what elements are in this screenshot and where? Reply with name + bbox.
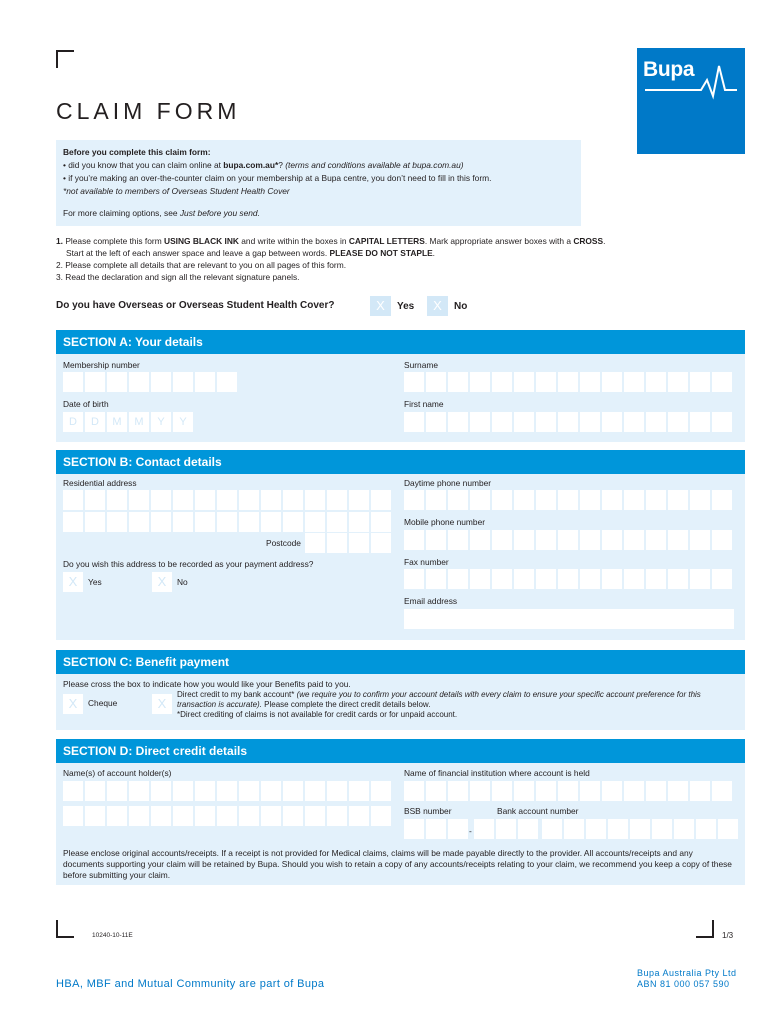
address-line-2[interactable] xyxy=(63,512,391,532)
bsb-dash: - xyxy=(469,826,472,836)
char-cell[interactable] xyxy=(602,781,622,801)
cheque-label: Cheque xyxy=(88,698,118,708)
email-field[interactable] xyxy=(404,609,734,629)
char-cell[interactable] xyxy=(514,412,534,432)
char-cell[interactable] xyxy=(195,781,215,801)
overseas-no-checkbox[interactable] xyxy=(427,296,448,316)
dob-field[interactable] xyxy=(63,412,193,432)
direct-credit-mark: X xyxy=(157,696,167,711)
firstname-label: First name xyxy=(404,399,444,409)
char-cell[interactable] xyxy=(630,819,650,839)
char-cell[interactable] xyxy=(536,490,556,510)
char-cell[interactable] xyxy=(371,781,391,801)
i1g: . xyxy=(603,236,606,246)
char-cell[interactable] xyxy=(496,819,516,839)
account-number-field[interactable] xyxy=(542,819,738,839)
payment-yes-mark: X xyxy=(68,574,78,589)
char-cell[interactable] xyxy=(448,569,468,589)
char-cell[interactable] xyxy=(602,530,622,550)
char-cell[interactable] xyxy=(107,512,127,532)
char-cell[interactable] xyxy=(85,781,105,801)
direct-credit-checkbox[interactable] xyxy=(152,694,172,714)
bupa-logo xyxy=(637,48,745,154)
direct-credit-text xyxy=(177,690,707,720)
char-cell[interactable] xyxy=(712,781,732,801)
char-cell[interactable] xyxy=(426,372,446,392)
account-label: Bank account number xyxy=(497,806,579,816)
char-cell[interactable] xyxy=(195,806,215,826)
i1d: CAPITAL LETTERS xyxy=(348,236,425,246)
char-cell[interactable] xyxy=(261,806,281,826)
char-cell[interactable] xyxy=(426,781,446,801)
char-cell[interactable] xyxy=(652,819,672,839)
char-cell[interactable] xyxy=(151,372,171,392)
char-cell[interactable] xyxy=(151,781,171,801)
char-cell[interactable] xyxy=(646,530,666,550)
section-d-body xyxy=(56,763,745,885)
char-cell[interactable] xyxy=(404,781,424,801)
char-cell[interactable] xyxy=(602,490,622,510)
char-cell[interactable] xyxy=(371,512,391,532)
bsb-field-2[interactable] xyxy=(474,819,538,839)
daytime-phone-field[interactable] xyxy=(404,490,732,510)
intro-bullet-1-italic: (terms and conditions available at bupa.com.au) xyxy=(285,160,464,170)
char-cell[interactable] xyxy=(536,412,556,432)
char-cell[interactable] xyxy=(470,530,490,550)
char-cell[interactable] xyxy=(327,533,347,553)
char-cell[interactable] xyxy=(470,569,490,589)
page-title: CLAIM FORM xyxy=(56,98,241,124)
instruction-2: 2. Please complete all details that are relevant to you on all pages of this form. xyxy=(56,260,347,270)
char-cell[interactable] xyxy=(448,372,468,392)
char-cell[interactable] xyxy=(239,781,259,801)
char-cell[interactable] xyxy=(349,781,369,801)
char-cell[interactable] xyxy=(492,490,512,510)
char-cell[interactable] xyxy=(63,372,83,392)
holders-line-2[interactable] xyxy=(63,806,391,826)
firstname-field[interactable] xyxy=(404,412,732,432)
char-cell[interactable] xyxy=(602,372,622,392)
cheque-checkbox[interactable] xyxy=(63,694,83,714)
char-cell[interactable] xyxy=(602,412,622,432)
char-cell[interactable] xyxy=(624,530,644,550)
char-cell[interactable] xyxy=(217,372,237,392)
mobile-label: Mobile phone number xyxy=(404,517,486,527)
intro-note xyxy=(63,185,574,198)
enclose-notice: Please enclose original accounts/receipts. If a receipt is not provided for Medical claims, claims will be made payable directly to the provider. All accounts/receipts and any documents supporting your claim will be retained by Bupa. Should you wish to retain a copy of any accounts/receipts relating to your claim, we recommend you keep a copy of these before submitting your claim. xyxy=(63,848,732,880)
char-cell[interactable] xyxy=(85,490,105,510)
char-cell[interactable] xyxy=(261,490,281,510)
char-cell[interactable] xyxy=(305,512,325,532)
char-cell[interactable] xyxy=(426,569,446,589)
char-cell[interactable] xyxy=(580,490,600,510)
char-cell[interactable] xyxy=(85,512,105,532)
char-cell[interactable] xyxy=(283,781,303,801)
char-cell[interactable] xyxy=(448,490,468,510)
char-cell[interactable] xyxy=(718,819,738,839)
char-cell[interactable] xyxy=(558,372,578,392)
char-cell[interactable] xyxy=(261,512,281,532)
dob-y1[interactable]: Y xyxy=(151,412,171,432)
char-cell[interactable] xyxy=(129,781,149,801)
surname-label: Surname xyxy=(404,360,438,370)
char-cell[interactable] xyxy=(426,819,446,839)
section-b-header: SECTION B: Contact details xyxy=(56,450,745,474)
char-cell[interactable] xyxy=(514,781,534,801)
char-cell[interactable] xyxy=(239,512,259,532)
membership-label: Membership number xyxy=(63,360,140,370)
char-cell[interactable] xyxy=(426,412,446,432)
intro-bullet-1-post: ? xyxy=(278,160,286,170)
char-cell[interactable] xyxy=(518,819,538,839)
char-cell[interactable] xyxy=(624,412,644,432)
i1a: Please complete this form xyxy=(65,236,165,246)
char-cell[interactable] xyxy=(624,490,644,510)
i1e: . Mark appropriate answer boxes with a xyxy=(424,236,574,246)
char-cell[interactable] xyxy=(349,533,369,553)
char-cell[interactable] xyxy=(371,490,391,510)
char-cell[interactable] xyxy=(668,490,688,510)
instructions xyxy=(56,235,746,283)
char-cell[interactable] xyxy=(129,806,149,826)
dob-label: Date of birth xyxy=(63,399,109,409)
char-cell[interactable] xyxy=(404,819,424,839)
mobile-phone-field[interactable] xyxy=(404,530,732,550)
surname-field[interactable] xyxy=(404,372,732,392)
holders-label: Name(s) of account holder(s) xyxy=(63,768,172,778)
dob-m2[interactable]: M xyxy=(129,412,149,432)
fax-label: Fax number xyxy=(404,557,449,567)
i1c: and write within the boxes in xyxy=(238,236,349,246)
char-cell[interactable] xyxy=(327,490,347,510)
char-cell[interactable] xyxy=(107,490,127,510)
char-cell[interactable] xyxy=(107,806,127,826)
char-cell[interactable] xyxy=(283,490,303,510)
cheque-mark: X xyxy=(68,696,78,711)
char-cell[interactable] xyxy=(602,569,622,589)
payment-no-label: No xyxy=(177,577,188,587)
char-cell[interactable] xyxy=(195,512,215,532)
char-cell[interactable] xyxy=(580,412,600,432)
char-cell[interactable] xyxy=(283,806,303,826)
intro-heading: Before you complete this claim form: xyxy=(63,147,211,157)
page-number: 1/3 xyxy=(722,931,734,940)
no-mark: X xyxy=(433,298,442,313)
section-c-body xyxy=(56,674,745,730)
char-cell[interactable] xyxy=(173,490,193,510)
bsb-field-1[interactable] xyxy=(404,819,468,839)
i1f: CROSS xyxy=(573,236,604,246)
char-cell[interactable] xyxy=(404,372,424,392)
char-cell[interactable] xyxy=(63,490,83,510)
char-cell[interactable] xyxy=(448,412,468,432)
char-cell[interactable] xyxy=(404,530,424,550)
payment-no-checkbox[interactable] xyxy=(152,572,172,592)
char-cell[interactable] xyxy=(404,569,424,589)
intro-bullet-2: • if you’re making an over-the-counter claim on your membership at a Bupa centre, you don’t need to fill in this form. xyxy=(63,173,492,183)
char-cell[interactable] xyxy=(668,781,688,801)
char-cell[interactable] xyxy=(690,530,710,550)
overseas-yes-checkbox[interactable] xyxy=(370,296,391,316)
char-cell[interactable] xyxy=(448,781,468,801)
intro-more-italic: Just before you send. xyxy=(179,208,260,218)
char-cell[interactable] xyxy=(327,781,347,801)
section-b-body xyxy=(56,474,745,640)
intro-bullet-1-text: did you know that you can claim online at xyxy=(68,160,224,170)
logo-text: Bupa xyxy=(643,58,695,81)
char-cell[interactable] xyxy=(151,806,171,826)
char-cell[interactable] xyxy=(558,781,578,801)
char-cell[interactable] xyxy=(536,530,556,550)
intro-note-text: *not available to members of Overseas Student Health Cover xyxy=(63,186,290,196)
char-cell[interactable] xyxy=(558,569,578,589)
char-cell[interactable] xyxy=(536,781,556,801)
dob-d1[interactable]: D xyxy=(63,412,83,432)
char-cell[interactable] xyxy=(239,490,259,510)
char-cell[interactable] xyxy=(371,806,391,826)
intro-panel xyxy=(56,140,581,226)
char-cell[interactable] xyxy=(646,372,666,392)
address-line-1[interactable] xyxy=(63,490,391,510)
char-cell[interactable] xyxy=(327,806,347,826)
char-cell[interactable] xyxy=(492,530,512,550)
dob-y2[interactable]: Y xyxy=(173,412,193,432)
char-cell[interactable] xyxy=(173,372,193,392)
char-cell[interactable] xyxy=(624,372,644,392)
char-cell[interactable] xyxy=(305,781,325,801)
overseas-no-label: No xyxy=(454,301,468,312)
char-cell[interactable] xyxy=(305,490,325,510)
char-cell[interactable] xyxy=(646,490,666,510)
postcode-label: Postcode xyxy=(266,538,301,548)
char-cell[interactable] xyxy=(558,490,578,510)
char-cell[interactable] xyxy=(195,372,215,392)
char-cell[interactable] xyxy=(85,806,105,826)
char-cell[interactable] xyxy=(668,530,688,550)
char-cell[interactable] xyxy=(349,806,369,826)
i1l2b: PLEASE DO NOT STAPLE xyxy=(329,248,433,258)
crop-mark-bottom-left xyxy=(56,920,74,938)
char-cell[interactable] xyxy=(674,819,694,839)
char-cell[interactable] xyxy=(690,372,710,392)
heartbeat-line-icon xyxy=(643,60,739,100)
char-cell[interactable] xyxy=(696,819,716,839)
payment-yes-label: Yes xyxy=(88,577,102,587)
section-c-header: SECTION C: Benefit payment xyxy=(56,650,745,674)
i1b: USING BLACK INK xyxy=(164,236,239,246)
char-cell[interactable] xyxy=(690,569,710,589)
overseas-question: Do you have Overseas or Overseas Student Health Cover? xyxy=(56,300,335,311)
institution-field[interactable] xyxy=(404,781,732,801)
char-cell[interactable] xyxy=(558,412,578,432)
direct-credit-instruction: Please complete the direct credit details below. xyxy=(261,700,431,709)
i1l2a: Start at the left of each answer space and leave a gap between words. xyxy=(66,248,330,258)
crop-mark-bottom-right xyxy=(696,920,714,938)
char-cell[interactable] xyxy=(261,781,281,801)
char-cell[interactable] xyxy=(712,530,732,550)
char-cell[interactable] xyxy=(470,372,490,392)
char-cell[interactable] xyxy=(474,819,494,839)
char-cell[interactable] xyxy=(690,781,710,801)
char-cell[interactable] xyxy=(514,490,534,510)
char-cell[interactable] xyxy=(470,412,490,432)
instruction-1 xyxy=(56,235,746,247)
char-cell[interactable] xyxy=(712,490,732,510)
direct-credit-label: Direct credit to my bank account* xyxy=(177,690,297,699)
char-cell[interactable] xyxy=(668,412,688,432)
char-cell[interactable] xyxy=(107,372,127,392)
payment-yes-checkbox[interactable] xyxy=(63,572,83,592)
char-cell[interactable] xyxy=(470,781,490,801)
char-cell[interactable] xyxy=(195,490,215,510)
institution-label: Name of financial institution where account is held xyxy=(404,768,590,778)
instruction-3: 3. Read the declaration and sign all the relevant signature panels. xyxy=(56,272,300,282)
benefit-instruction: Please cross the box to indicate how you would like your Benefits paid to you. xyxy=(63,679,351,689)
char-cell[interactable] xyxy=(668,372,688,392)
instruction-1-num: 1. xyxy=(56,236,63,246)
char-cell[interactable] xyxy=(624,569,644,589)
membership-number-field[interactable] xyxy=(63,372,237,392)
char-cell[interactable] xyxy=(492,412,512,432)
char-cell[interactable] xyxy=(349,490,369,510)
payment-address-question: Do you wish this address to be recorded as your payment address? xyxy=(63,559,314,569)
char-cell[interactable] xyxy=(404,412,424,432)
char-cell[interactable] xyxy=(470,490,490,510)
char-cell[interactable] xyxy=(580,781,600,801)
char-cell[interactable] xyxy=(173,512,193,532)
char-cell[interactable] xyxy=(151,490,171,510)
payment-no-mark: X xyxy=(157,574,167,589)
char-cell[interactable] xyxy=(514,372,534,392)
char-cell[interactable] xyxy=(646,412,666,432)
char-cell[interactable] xyxy=(305,533,325,553)
char-cell[interactable] xyxy=(239,806,259,826)
footer-tagline: HBA, MBF and Mutual Community are part of Bupa xyxy=(56,978,325,990)
crop-mark-top-left xyxy=(56,50,74,68)
char-cell[interactable] xyxy=(63,806,83,826)
char-cell[interactable] xyxy=(371,533,391,553)
instruction-1-line-2 xyxy=(56,247,746,259)
char-cell[interactable] xyxy=(305,806,325,826)
char-cell[interactable] xyxy=(542,819,562,839)
i1l2c: . xyxy=(432,248,435,258)
char-cell[interactable] xyxy=(690,490,710,510)
section-a-header: SECTION A: Your details xyxy=(56,330,745,354)
char-cell[interactable] xyxy=(580,530,600,550)
company-abn: ABN 81 000 057 590 xyxy=(637,979,730,989)
char-cell[interactable] xyxy=(668,569,688,589)
char-cell[interactable] xyxy=(151,512,171,532)
char-cell[interactable] xyxy=(646,781,666,801)
form-code: 10240-10-11E xyxy=(92,932,133,939)
online-link[interactable]: bupa.com.au* xyxy=(223,160,279,170)
company-name: Bupa Australia Pty Ltd xyxy=(637,968,737,978)
char-cell[interactable] xyxy=(514,530,534,550)
char-cell[interactable] xyxy=(558,530,578,550)
char-cell[interactable] xyxy=(217,490,237,510)
char-cell[interactable] xyxy=(448,530,468,550)
char-cell[interactable] xyxy=(173,781,193,801)
intro-more-text: For more claiming options, see xyxy=(63,208,180,218)
char-cell[interactable] xyxy=(608,819,628,839)
postcode-field[interactable] xyxy=(305,533,391,553)
char-cell[interactable] xyxy=(712,569,732,589)
daytime-label: Daytime phone number xyxy=(404,478,492,488)
char-cell[interactable] xyxy=(129,490,149,510)
char-cell[interactable] xyxy=(690,412,710,432)
char-cell[interactable] xyxy=(283,512,303,532)
dob-m1[interactable]: M xyxy=(107,412,127,432)
char-cell[interactable] xyxy=(580,372,600,392)
char-cell[interactable] xyxy=(404,490,424,510)
char-cell[interactable] xyxy=(580,569,600,589)
char-cell[interactable] xyxy=(448,819,468,839)
char-cell[interactable] xyxy=(327,512,347,532)
fax-field[interactable] xyxy=(404,569,732,589)
char-cell[interactable] xyxy=(217,806,237,826)
char-cell[interactable] xyxy=(492,372,512,392)
intro-bullet-1: • did you know that you can claim online at bupa.com.au*? (terms and conditions available at bupa.com.au) xyxy=(63,160,464,170)
char-cell[interactable] xyxy=(63,512,83,532)
yes-mark: X xyxy=(376,298,385,313)
char-cell[interactable] xyxy=(217,781,237,801)
char-cell[interactable] xyxy=(586,819,606,839)
overseas-yes-label: Yes xyxy=(397,301,415,312)
intro-bullet-2-text: if you’re making an over-the-counter claim on your membership at a Bupa centre, you don’t need to fill in this form. xyxy=(68,173,492,183)
char-cell[interactable] xyxy=(426,490,446,510)
section-a-body xyxy=(56,354,745,442)
char-cell[interactable] xyxy=(426,530,446,550)
char-cell[interactable] xyxy=(564,819,584,839)
residential-label: Residential address xyxy=(63,478,137,488)
char-cell[interactable] xyxy=(129,512,149,532)
holders-line-1[interactable] xyxy=(63,781,391,801)
char-cell[interactable] xyxy=(712,372,732,392)
char-cell[interactable] xyxy=(129,372,149,392)
char-cell[interactable] xyxy=(624,781,644,801)
section-d-header: SECTION D: Direct credit details xyxy=(56,739,745,763)
char-cell[interactable] xyxy=(217,512,237,532)
footer-company xyxy=(637,968,737,990)
char-cell[interactable] xyxy=(349,512,369,532)
char-cell[interactable] xyxy=(107,781,127,801)
char-cell[interactable] xyxy=(492,781,512,801)
char-cell[interactable] xyxy=(173,806,193,826)
char-cell[interactable] xyxy=(646,569,666,589)
char-cell[interactable] xyxy=(85,372,105,392)
char-cell[interactable] xyxy=(514,569,534,589)
char-cell[interactable] xyxy=(712,412,732,432)
dob-d2[interactable]: D xyxy=(85,412,105,432)
bsb-label: BSB number xyxy=(404,806,452,816)
direct-credit-italic: (we require you to confirm your account details with every claim to ensure your specific account preference for this transaction is accurate). xyxy=(177,690,701,709)
intro-more xyxy=(63,207,574,220)
email-label: Email address xyxy=(404,596,458,606)
direct-credit-note: *Direct crediting of claims is not available for credit cards or for unpaid account. xyxy=(177,710,458,719)
char-cell[interactable] xyxy=(536,569,556,589)
char-cell[interactable] xyxy=(63,781,83,801)
char-cell[interactable] xyxy=(492,569,512,589)
char-cell[interactable] xyxy=(536,372,556,392)
